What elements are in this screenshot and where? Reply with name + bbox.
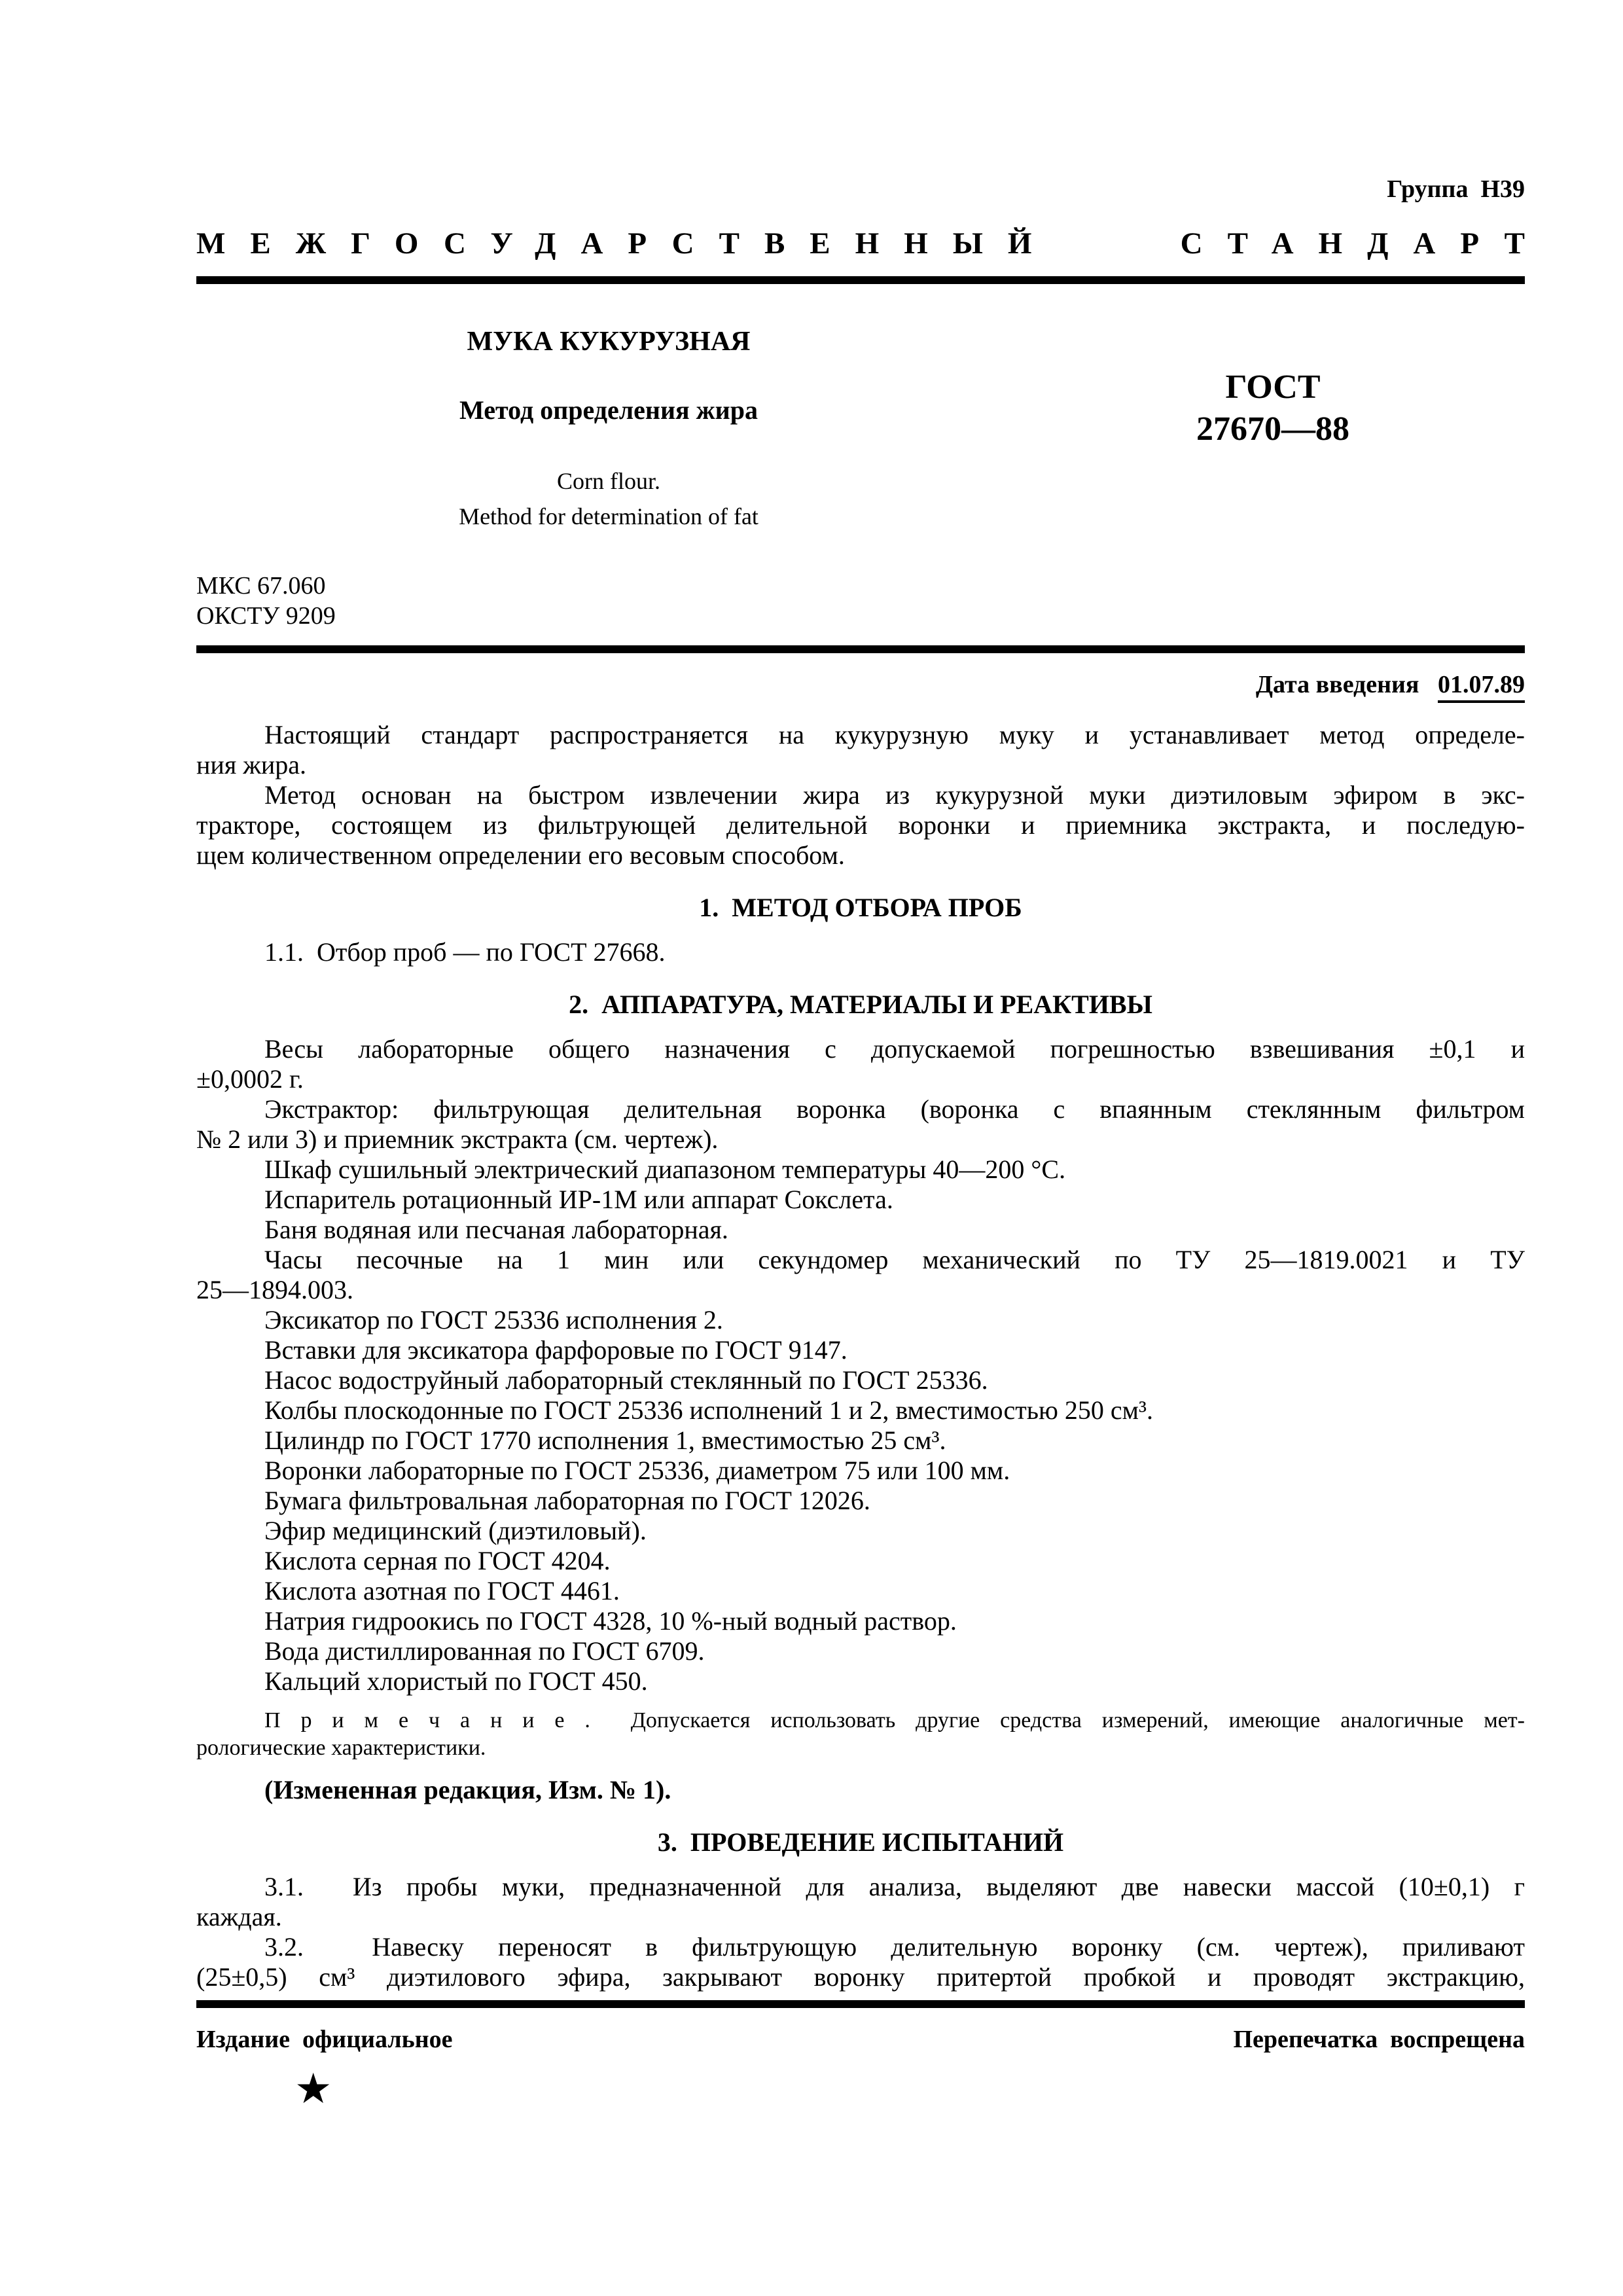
banner-word-1: МЕЖГОСУДАРСТВЕННЫЙ bbox=[196, 226, 1057, 260]
group-label: Группа Н39 bbox=[1387, 175, 1525, 203]
text-line: Метод основан на быстром извлечении жира из кукурузной муки диэтиловым эфиром в экс- bbox=[264, 780, 1525, 810]
footer bbox=[196, 2025, 1525, 2054]
title-english-line2: Method for determination of fat bbox=[459, 503, 758, 529]
text-line: Колбы плоскодонные по ГОСТ 25336 исполнений 1 и 2, вместимостью 250 см³. bbox=[264, 1395, 1153, 1425]
paragraph bbox=[196, 1094, 1525, 1155]
paragraph bbox=[196, 1305, 1525, 1335]
text-line: № 2 или 3) и приемник экстракта (см. чертеж). bbox=[196, 1124, 719, 1154]
subtitle-russian: Метод определения жира bbox=[459, 395, 758, 425]
paragraph bbox=[196, 1034, 1525, 1094]
paragraph bbox=[196, 1185, 1525, 1215]
title-english-line1: Corn flour. bbox=[557, 468, 660, 494]
paragraph bbox=[196, 1335, 1525, 1365]
text-line: (25±0,5) см³ диэтилового эфира, закрывают воронку притертой пробкой и проводят экстракцию, bbox=[196, 1962, 1525, 1992]
paragraph bbox=[196, 720, 1525, 780]
text-line: Настоящий стандарт распространяется на кукурузную муку и устанавливает метод определе- bbox=[264, 720, 1525, 749]
paragraph bbox=[196, 1516, 1525, 1546]
paragraph bbox=[196, 1365, 1525, 1395]
text-line: 1.1. Отбор проб — по ГОСТ 27668. bbox=[264, 937, 666, 967]
paragraph bbox=[196, 1486, 1525, 1516]
text-line: 25—1894.003. bbox=[196, 1275, 353, 1304]
text-line: Шкаф сушильный электрический диапазоном температуры 40—200 °С. bbox=[264, 1155, 1066, 1184]
text-line: рологические характеристики. bbox=[196, 1736, 486, 1760]
paragraph bbox=[196, 1775, 1525, 1805]
text-line: Кальций хлористый по ГОСТ 450. bbox=[264, 1666, 648, 1696]
text-line: Кислота азотная по ГОСТ 4461. bbox=[264, 1576, 620, 1605]
paragraph bbox=[196, 1546, 1525, 1576]
text-line: ±0,0002 г. bbox=[196, 1064, 304, 1094]
text-line: Баня водяная или песчаная лабораторная. bbox=[264, 1215, 728, 1244]
footer-right-note: Перепечатка воспрещена bbox=[1233, 2026, 1525, 2053]
text-line: Экстрактор: фильтрующая делительная воронка (воронка с впаянным стеклянным фильтром bbox=[264, 1094, 1525, 1124]
horizontal-rule-top bbox=[196, 276, 1525, 284]
content-blocks bbox=[196, 720, 1525, 1992]
paragraph bbox=[196, 1155, 1525, 1185]
text-line: Испаритель ротационный ИР-1М или аппарат Сокслета. bbox=[264, 1185, 893, 1214]
title-russian: МУКА КУКУРУЗНАЯ bbox=[467, 327, 751, 357]
paragraph bbox=[196, 1576, 1525, 1606]
text-line: Кислота серная по ГОСТ 4204. bbox=[264, 1546, 611, 1575]
paragraph bbox=[196, 1666, 1525, 1696]
text-line: щем количественном определении его весовым способом. bbox=[196, 840, 845, 870]
banner-word-2: СТАНДАРТ bbox=[1180, 226, 1550, 260]
text-line: Натрия гидроокись по ГОСТ 4328, 10 %-ный водный раствор. bbox=[264, 1606, 957, 1636]
section-heading: 2. АППАРАТУРА, МАТЕРИАЛЫ И РЕАКТИВЫ bbox=[569, 990, 1152, 1019]
paragraph bbox=[196, 1395, 1525, 1426]
text-line: Часы песочные на 1 мин или секундомер механический по ТУ 25—1819.0021 и ТУ bbox=[264, 1245, 1525, 1274]
paragraph bbox=[196, 780, 1525, 870]
text-line: Цилиндр по ГОСТ 1770 исполнения 1, вместимостью 25 см³. bbox=[264, 1426, 946, 1455]
text-line: тракторе, состоящем из фильтрующей делительной воронки и приемника экстракта, и последую- bbox=[196, 810, 1525, 840]
designation-line2: 27670—88 bbox=[1196, 410, 1349, 448]
paragraph bbox=[196, 1245, 1525, 1305]
effective-date-label: Дата введения bbox=[1255, 671, 1419, 698]
section-heading: 1. МЕТОД ОТБОРА ПРОБ bbox=[699, 893, 1022, 922]
text-line: каждая. bbox=[196, 1902, 282, 1931]
okstu-code: ОКСТУ 9209 bbox=[196, 602, 336, 630]
text-line: 3.1. Из пробы муки, предназначенной для анализа, выделяют две навески массой (10±0,1) г bbox=[264, 1872, 1525, 1901]
paragraph bbox=[196, 1606, 1525, 1636]
horizontal-rule-footer bbox=[196, 2000, 1525, 2008]
text-line: Насос водоструйный лабораторный стеклянный по ГОСТ 25336. bbox=[264, 1365, 988, 1395]
text-line: 3.2. Навеску переносят в фильтрующую делительную воронку (см. чертеж), приливают bbox=[264, 1932, 1525, 1962]
text-line: Эксикатор по ГОСТ 25336 исполнения 2. bbox=[264, 1305, 723, 1335]
title-left-column bbox=[196, 326, 1021, 530]
footer-left-note: Издание официальное bbox=[196, 2026, 453, 2053]
paragraph bbox=[196, 937, 1525, 967]
standard-type-banner bbox=[196, 225, 1550, 262]
star-icon: ★ bbox=[294, 2066, 332, 2112]
text-line: Воронки лабораторные по ГОСТ 25336, диаметром 75 или 100 мм. bbox=[264, 1456, 1010, 1485]
classification-codes bbox=[196, 571, 1525, 631]
text-line: Весы лабораторные общего назначения с допускаемой погрешностью взвешивания ±0,1 и bbox=[264, 1034, 1525, 1064]
horizontal-rule-middle bbox=[196, 645, 1525, 653]
paragraph bbox=[196, 1636, 1525, 1666]
effective-date-value: 01.07.89 bbox=[1438, 671, 1525, 703]
text-line: Бумага фильтровальная лабораторная по ГОСТ 12026. bbox=[264, 1486, 870, 1515]
effective-date-line bbox=[196, 670, 1525, 699]
section-heading: 3. ПРОВЕДЕНИЕ ИСПЫТАНИЙ bbox=[657, 1827, 1064, 1857]
text-line: Вода дистиллированная по ГОСТ 6709. bbox=[264, 1636, 705, 1666]
paragraph bbox=[196, 1215, 1525, 1245]
paragraph bbox=[196, 1426, 1525, 1456]
text-line: П р и м е ч а н и е . Допускается использовать другие средства измерений, имеющие аналогичные мет- bbox=[264, 1708, 1525, 1732]
paragraph bbox=[196, 1872, 1525, 1932]
text-line: ния жира. bbox=[196, 750, 307, 780]
note-paragraph bbox=[196, 1707, 1525, 1762]
text-line: Вставки для эксикатора фарфоровые по ГОСТ 9147. bbox=[264, 1335, 847, 1365]
text-line: Эфир медицинский (диэтиловый). bbox=[264, 1516, 647, 1545]
title-block bbox=[196, 326, 1525, 530]
standard-designation bbox=[1021, 326, 1525, 530]
mks-code: МКС 67.060 bbox=[196, 572, 326, 600]
paragraph bbox=[196, 1932, 1525, 1992]
paragraph bbox=[196, 1456, 1525, 1486]
text-line: (Измененная редакция, Изм. № 1). bbox=[264, 1775, 671, 1804]
designation-line1: ГОСТ bbox=[1225, 368, 1321, 406]
